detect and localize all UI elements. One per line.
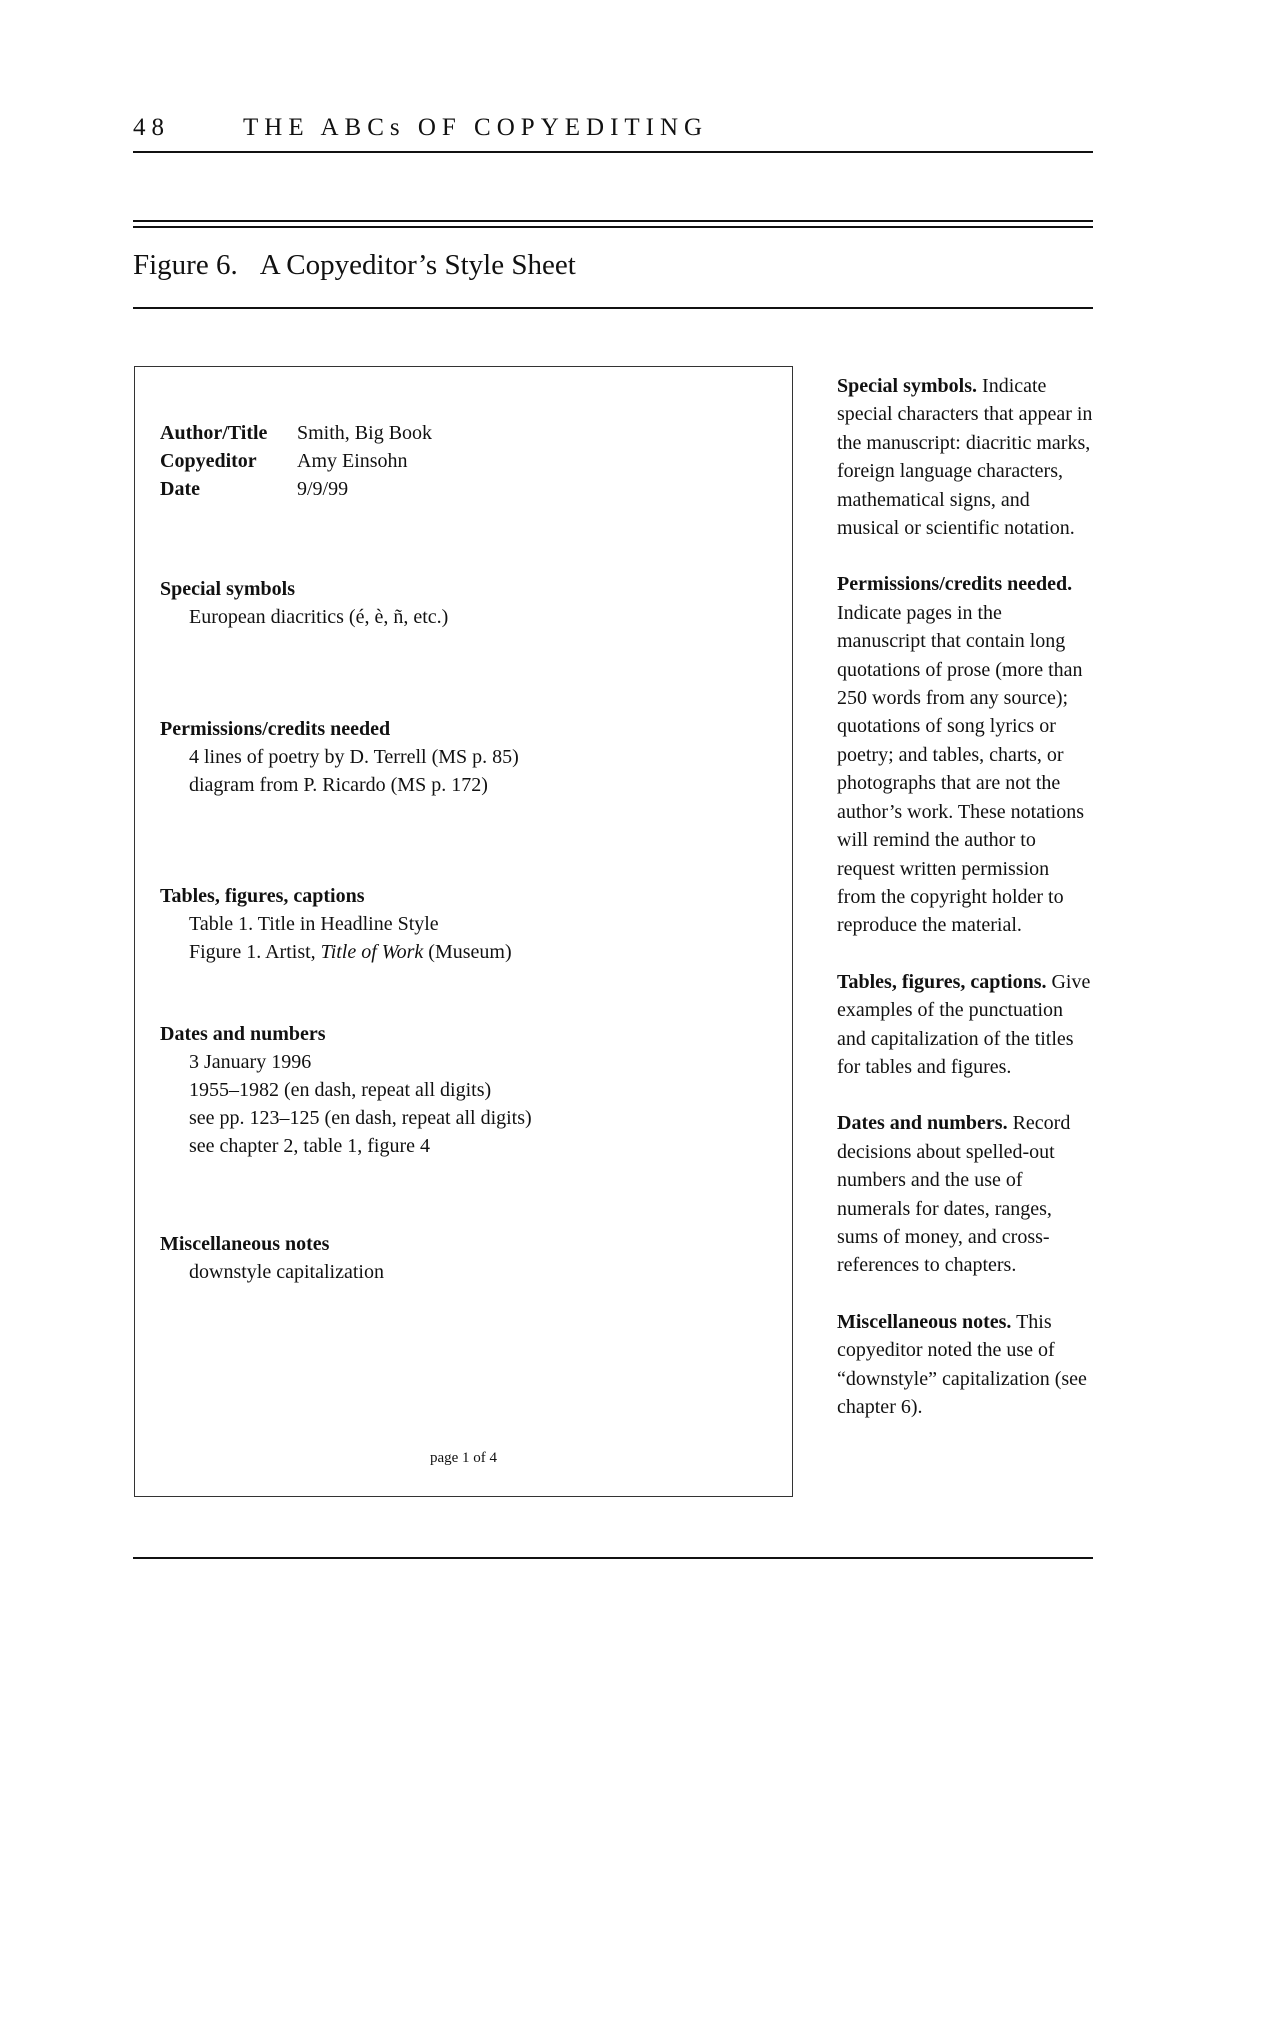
page-number: 48: [133, 114, 170, 141]
sidenote-tables-figures-captions: [837, 968, 1093, 1082]
section-dates-numbers: [160, 1020, 760, 1160]
figure-caption: [133, 244, 576, 286]
style-sheet-form: [134, 366, 793, 1497]
sidenotes-column: [837, 372, 1093, 1449]
section-heading: Miscellaneous notes: [160, 1233, 330, 1255]
sheet-page-count: page 1 of 4: [429, 1450, 498, 1466]
meta-value: 9/9/99: [297, 478, 349, 500]
sidenote-text: Indicate pages in the manuscript that contain long quotations of prose (more than 250 words from any source); quotations of song lyrics or poetry; and tables, charts, or photographs that are not the author’s work. These notations will remind the author to request written permission from the copyright holder to reproduce the material.: [837, 601, 1085, 937]
meta-label: Author/Title: [160, 422, 268, 444]
sidenote-text: Give examples of the punctuation and capitalization of the titles for tables and figures.: [837, 970, 1091, 1078]
header-rule: [133, 151, 1093, 153]
sidenote-heading: Dates and numbers.: [837, 1112, 1008, 1135]
meta-row-copyeditor: [160, 447, 432, 475]
bottom-rule: [133, 1557, 1093, 1559]
figure-title: A Copyeditor’s Style Sheet: [259, 249, 576, 281]
section-entry: diagram from P. Ricardo (MS p. 172): [189, 774, 488, 796]
figure-label: Figure 6.: [133, 249, 238, 281]
section-entry: European diacritics (é, è, ñ, etc.): [189, 606, 449, 628]
figure-top-rule-second: [133, 226, 1093, 228]
section-entry: Figure 1. Artist, Title of Work (Museum): [189, 941, 512, 963]
section-tables-figures-captions: [160, 882, 760, 966]
section-heading: Tables, figures, captions: [160, 885, 365, 907]
sidenote-heading: Special symbols.: [837, 375, 978, 397]
section-entry: 4 lines of poetry by D. Terrell (MS p. 85): [189, 746, 519, 768]
section-heading: Special symbols: [160, 578, 296, 600]
section-entry: 3 January 1996: [189, 1051, 312, 1073]
sidenote-text: Indicate special characters that appear in the manuscript: diacritic marks, foreign language characters, mathematical signs, and musical or scientific notation.: [837, 375, 1093, 540]
sidenote-dates-numbers: [837, 1109, 1093, 1279]
section-entry: see pp. 123–125 (en dash, repeat all digits): [189, 1107, 532, 1129]
section-entry: Table 1. Title in Headline Style: [189, 913, 439, 935]
sidenote-heading: Miscellaneous notes.: [837, 1310, 1012, 1333]
section-miscellaneous-notes: [160, 1230, 760, 1286]
figure-caption-rule: [133, 307, 1093, 309]
meta-label: Date: [160, 478, 200, 500]
sidenote-permissions-credits: [837, 570, 1093, 939]
meta-label: Copyeditor: [160, 450, 257, 472]
meta-row-author-title: [160, 419, 432, 447]
sidenote-miscellaneous-notes: [837, 1308, 1093, 1422]
sidenote-special-symbols: [837, 372, 1093, 542]
section-heading: Permissions/credits needed: [160, 718, 391, 740]
section-entry: 1955–1982 (en dash, repeat all digits): [189, 1079, 492, 1101]
section-entry: see chapter 2, table 1, figure 4: [189, 1135, 431, 1157]
meta-value: Amy Einsohn: [297, 450, 408, 472]
sidenote-heading: Permissions/credits needed.: [837, 573, 1073, 596]
meta-row-date: [160, 475, 432, 503]
meta-value: Smith, Big Book: [297, 422, 433, 444]
section-heading: Dates and numbers: [160, 1023, 326, 1045]
sidenote-text: Record decisions about spelled-out numbers and the use of numerals for dates, ranges, sums of money, and cross-references to chapters.: [837, 1112, 1071, 1277]
section-entry: downstyle capitalization: [189, 1261, 384, 1283]
figure-top-rule: [133, 220, 1093, 222]
sidenote-text: This copyeditor noted the use of “downstyle” capitalization (see chapter 6).: [837, 1310, 1087, 1418]
sidenote-heading: Tables, figures, captions.: [837, 970, 1047, 993]
style-sheet-meta: [160, 419, 432, 503]
section-permissions-credits: [160, 715, 760, 799]
section-special-symbols: [160, 575, 760, 631]
book-title: THE ABCs OF COPYEDITING: [243, 114, 709, 141]
